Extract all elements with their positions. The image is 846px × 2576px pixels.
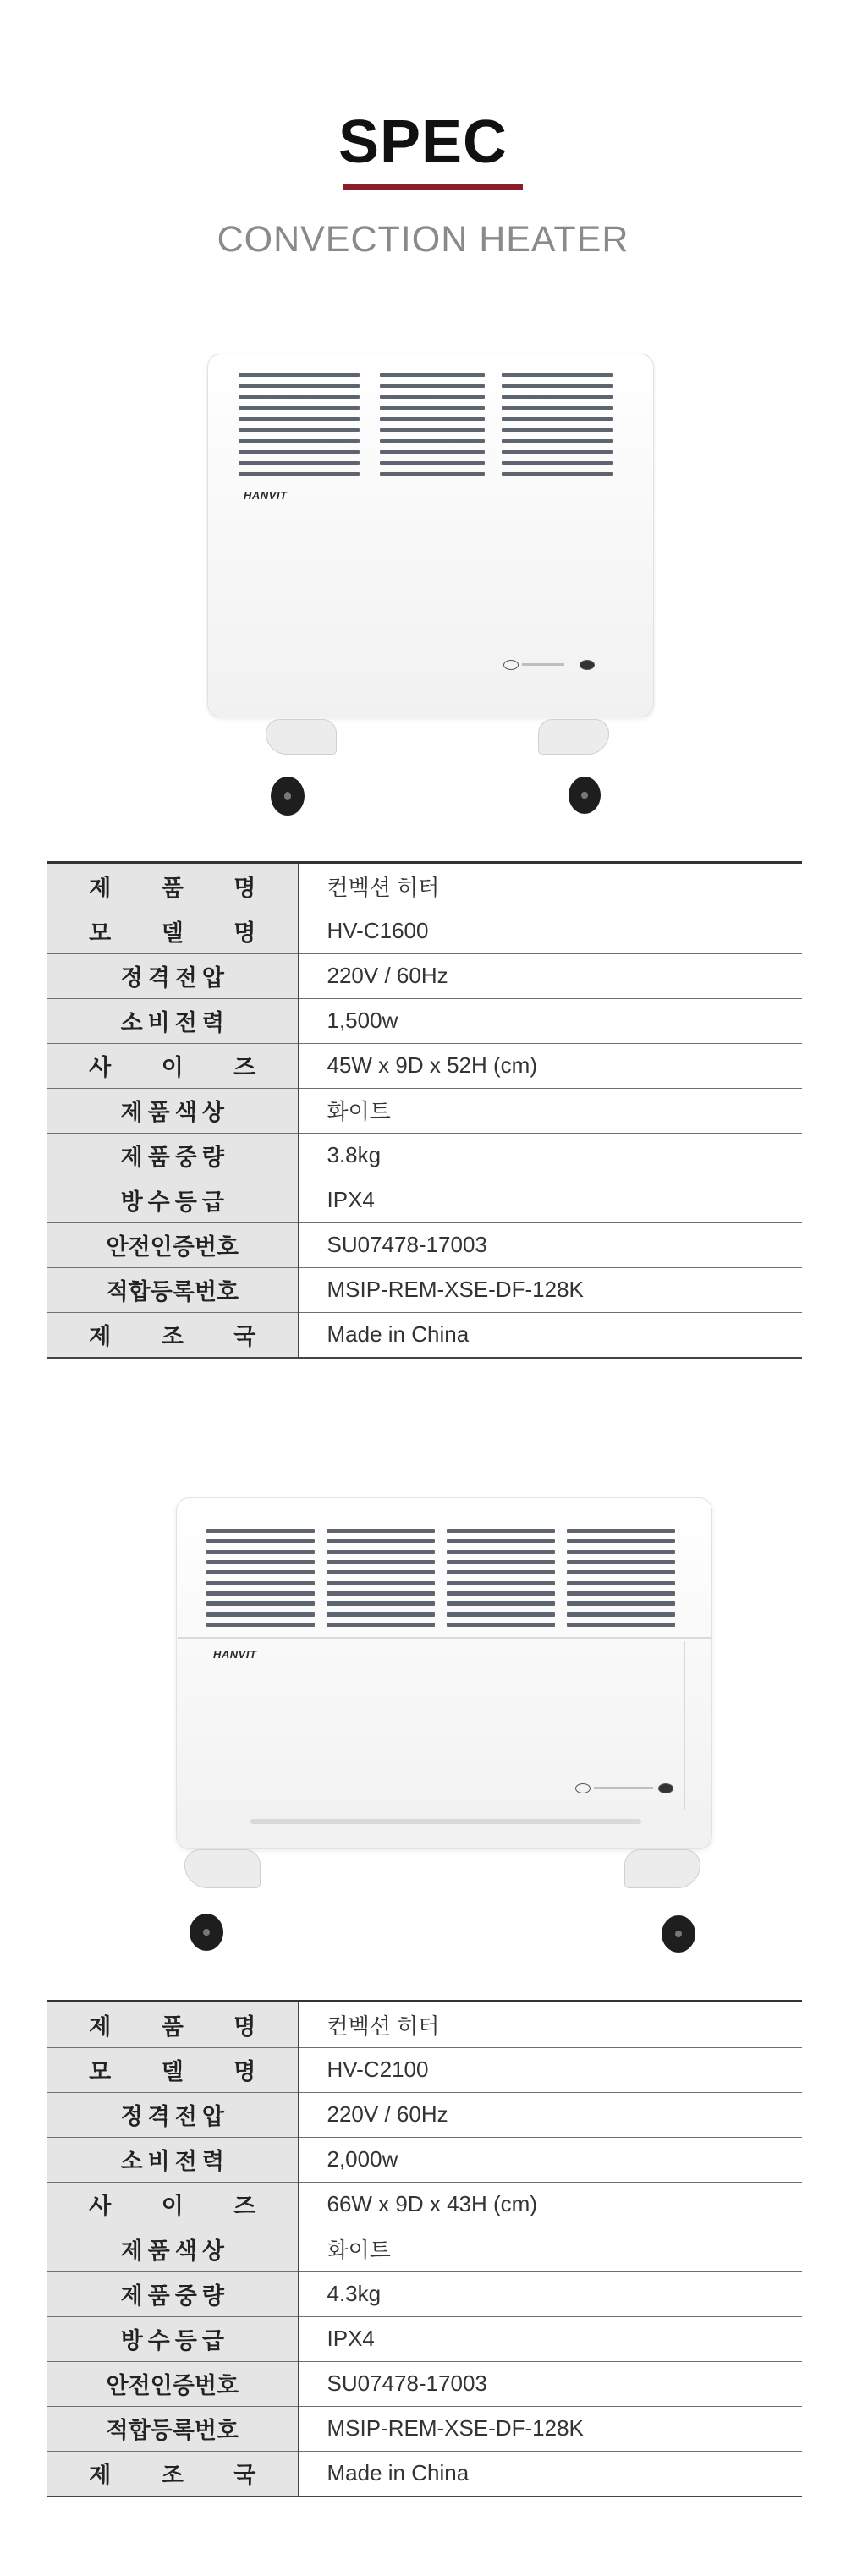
- table-row: [47, 1088, 802, 1133]
- table-row: [47, 2182, 802, 2227]
- spec-value: SU07478-17003: [327, 1232, 487, 1257]
- certification-icon: [503, 660, 519, 670]
- spec-label: 제품색상: [47, 1088, 298, 1133]
- table-row: [47, 909, 802, 953]
- spec-value: 1,500w: [327, 1008, 398, 1033]
- spec-value: 화이트: [327, 1099, 391, 1124]
- vent-grille: [380, 373, 485, 476]
- spec-label: 방수등급: [47, 2316, 298, 2361]
- spec-value: Made in China: [327, 1321, 470, 1347]
- table-row: [47, 1267, 802, 1312]
- spec-label: 적합등록번호: [47, 2406, 298, 2451]
- table-row: [47, 953, 802, 998]
- title-underline: [343, 184, 523, 190]
- spec-label: 소비전력: [47, 998, 298, 1043]
- spec-value: 컨벡션 히터: [327, 2013, 440, 2039]
- certification-text: [522, 663, 564, 666]
- table-row: [47, 1222, 802, 1267]
- vent-grille: [327, 1529, 435, 1627]
- wheel-icon: [190, 1914, 223, 1951]
- wheel-icon: [662, 1915, 695, 1953]
- spec-label: 정격전압: [47, 953, 298, 998]
- spec-value: 4.3kg: [327, 2281, 382, 2306]
- spec-label: 제품중량: [47, 2271, 298, 2316]
- certification-icon: [575, 1783, 591, 1793]
- spec-label: 제품색상: [47, 2227, 298, 2271]
- table-row: [47, 2137, 802, 2182]
- heater-leg: [538, 719, 609, 755]
- spec-value: 66W x 9D x 43H (cm): [327, 2191, 537, 2216]
- spec-value: 화이트: [327, 2238, 391, 2263]
- table-bottom-rule: [47, 2496, 802, 2497]
- table-bottom-rule: [47, 1357, 802, 1359]
- vent-grille: [502, 373, 613, 476]
- table-row: [47, 2361, 802, 2406]
- wheel-icon: [569, 777, 601, 814]
- vent-grille: [567, 1529, 675, 1627]
- spec-label: 사 이 즈: [47, 2182, 298, 2227]
- spec-label: 소비전력: [47, 2137, 298, 2182]
- spec-label: 제 조 국: [47, 2451, 298, 2496]
- spec-value: 45W x 9D x 52H (cm): [327, 1052, 537, 1078]
- table-row: [47, 2092, 802, 2137]
- heater-leg: [266, 719, 337, 755]
- spec-value: MSIP-REM-XSE-DF-128K: [327, 2415, 584, 2441]
- spec-label: 방수등급: [47, 1178, 298, 1222]
- spec-value: IPX4: [327, 2326, 375, 2351]
- table-row: [47, 2002, 802, 2047]
- spec-table-2: [47, 2002, 802, 2496]
- spec-value: HV-C2100: [327, 2057, 429, 2082]
- spec-value: IPX4: [327, 1187, 375, 1212]
- spec-table-1: [47, 864, 802, 1358]
- spec-value: SU07478-17003: [327, 2370, 487, 2396]
- table-row: [47, 2316, 802, 2361]
- page-title: SPEC: [338, 108, 508, 176]
- table-row: [47, 2227, 802, 2271]
- table-row: [47, 2451, 802, 2496]
- spec-label: 제품중량: [47, 1133, 298, 1178]
- kc-mark-icon: [580, 660, 595, 670]
- vent-grille: [447, 1529, 555, 1627]
- spec-value: 컨벡션 히터: [327, 874, 440, 900]
- kc-mark-icon: [658, 1783, 673, 1793]
- table-row: [47, 1133, 802, 1178]
- table-row: [47, 2406, 802, 2451]
- spec-value: 3.8kg: [327, 1142, 382, 1167]
- spec-label: 사 이 즈: [47, 1043, 298, 1088]
- table-row: [47, 1312, 802, 1357]
- certification-text: [594, 1787, 653, 1789]
- spec-value: 220V / 60Hz: [327, 2101, 448, 2127]
- spec-label: 제 조 국: [47, 1312, 298, 1357]
- wheel-icon: [271, 777, 305, 816]
- spec-label: 모 델 명: [47, 2047, 298, 2092]
- spec-value: Made in China: [327, 2460, 470, 2485]
- table-row: [47, 998, 802, 1043]
- vent-grille: [239, 373, 360, 476]
- spec-label: 제 품 명: [47, 2002, 298, 2047]
- spec-label: 제 품 명: [47, 864, 298, 909]
- table-row: [47, 864, 802, 909]
- brand-logo: HANVIT: [244, 489, 288, 502]
- vent-grille: [206, 1529, 315, 1627]
- spec-value: 220V / 60Hz: [327, 963, 448, 988]
- spec-label: 정격전압: [47, 2092, 298, 2137]
- heater-leg: [184, 1849, 261, 1888]
- table-row: [47, 1043, 802, 1088]
- spec-label: 적합등록번호: [47, 1267, 298, 1312]
- front-panel-edge: [684, 1641, 685, 1810]
- spec-label: 안전인증번호: [47, 1222, 298, 1267]
- table-row: [47, 2047, 802, 2092]
- spec-label: 안전인증번호: [47, 2361, 298, 2406]
- spec-value: MSIP-REM-XSE-DF-128K: [327, 1277, 584, 1302]
- brand-logo: HANVIT: [213, 1648, 257, 1661]
- heater-leg: [624, 1849, 700, 1888]
- table-row: [47, 2271, 802, 2316]
- spec-value: HV-C1600: [327, 918, 429, 943]
- table-row: [47, 1178, 802, 1222]
- bottom-vent: [250, 1819, 641, 1824]
- front-panel-edge: [178, 1637, 711, 1639]
- spec-value: 2,000w: [327, 2146, 398, 2172]
- page-subtitle: CONVECTION HEATER: [217, 219, 629, 260]
- spec-label: 모 델 명: [47, 909, 298, 953]
